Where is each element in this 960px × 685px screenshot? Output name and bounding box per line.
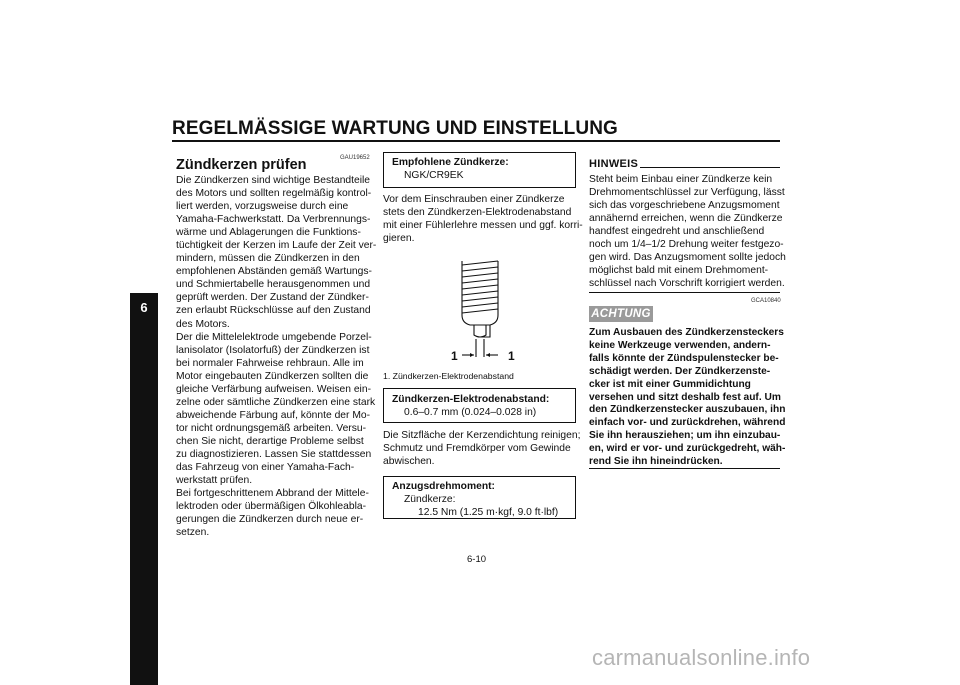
note-rule xyxy=(640,167,780,168)
figure-label-right: 1 xyxy=(508,349,515,363)
warning-line: en, wird er vor- und zurückgedreht, wäh- xyxy=(589,443,786,455)
note-line: handfest eingedreht und anschließend xyxy=(589,226,765,238)
section-body-line: wärme und Ablagerungen die Funktions- xyxy=(176,227,361,239)
note-line: Steht beim Einbau einer Zündkerze kein xyxy=(589,174,773,185)
section-heading: Zündkerzen prüfen xyxy=(176,157,307,173)
section-body-line: Der die Mittelelektrode umgebende Porzel- xyxy=(176,331,372,343)
watermark: carmanualsonline.info xyxy=(592,645,811,670)
cleaning-line: abwischen. xyxy=(383,456,435,468)
warning-line: cker ist mit einer Gummidichtung xyxy=(589,378,751,390)
section-body-line: liert werden, vorzugsweise durch eine xyxy=(176,201,349,213)
section-body-line: chen Sie nicht, derartige Probleme selbst xyxy=(176,435,364,447)
recommended-plug-value: NGK/CR9EK xyxy=(404,170,464,181)
note-line: möglichst bald mit einem Drehmoment- xyxy=(589,265,769,277)
recommended-plug-title: Empfohlene Zündkerze: xyxy=(392,157,509,168)
section-code: GAU19652 xyxy=(340,155,370,161)
note-line: sich das vorgeschriebene Anzugsmoment xyxy=(589,200,780,212)
warning-line: Sie ihn herausziehen; um ihn einzubau- xyxy=(589,430,781,442)
figure-caption: 1. Zündkerzen-Elektrodenabstand xyxy=(383,371,514,381)
section-body-line: Motor eingebauten Zündkerzen sollten die xyxy=(176,370,369,382)
header-rule xyxy=(172,140,780,142)
section-body-line: des Motors und sollten regelmäßig kontrol- xyxy=(176,188,372,200)
page-number: 6-10 xyxy=(467,554,487,565)
section-body-line: lektroden oder übermäßigen Ölkohleabla- xyxy=(176,501,367,513)
section-body-line: und Schmiertabelle herausgenommen und xyxy=(176,279,371,291)
recommended-plug-box xyxy=(383,152,576,188)
section-body-line: bei normaler Fahrweise rehbraun. Alle im xyxy=(176,357,364,369)
section-body-line: Yamaha-Fachwerkstatt. Da Verbrennungs- xyxy=(176,214,371,226)
torque-box xyxy=(383,476,576,519)
section-body-line: das Fahrzeug von einer Yamaha-Fach- xyxy=(176,462,355,474)
gap-check-line: Vor dem Einschrauben einer Zündkerze xyxy=(383,194,565,205)
torque-value: 12.5 Nm (1.25 m·kgf, 9.0 ft·lbf) xyxy=(418,507,559,518)
section-body-line: abweichende Färbung auf, könnte der Mo- xyxy=(176,409,371,421)
cleaning-paragraph xyxy=(383,429,580,468)
torque-title: Anzugsdrehmoment: xyxy=(392,481,495,492)
warning-line: Zum Ausbauen des Zündkerzensteckers xyxy=(589,327,784,338)
section-body-line: tüchtigkeit der Kerzen im Laufe der Zeit ver- xyxy=(176,240,377,252)
electrode-gap-box xyxy=(383,388,576,423)
chapter-tab xyxy=(130,293,158,685)
section-body-line: setzen. xyxy=(176,527,210,539)
section-body-line: zelne oder sämtliche Zündkerzen eine stark xyxy=(176,396,376,408)
section-body-line: geprüft werden. Der Zustand der Zündker- xyxy=(176,292,369,304)
warning-line: rend Sie ihn hineindrücken. xyxy=(589,456,723,468)
note-label: HINWEIS xyxy=(589,158,639,170)
electrode-gap-value: 0.6–0.7 mm (0.024–0.028 in) xyxy=(404,407,537,418)
cleaning-line: Schmutz und Fremdkörper vom Gewinde xyxy=(383,443,571,455)
warning-badge: ACHTUNG xyxy=(589,306,653,322)
section-body-line: zu diagnostizieren. Lassen Sie stattdessen xyxy=(176,448,372,460)
section-body-line: zen erlaubt Rückschlüsse auf den Zustand xyxy=(176,305,371,317)
warning-line: versehen und sitzt deshalb fest auf. Um xyxy=(589,391,781,403)
warning-end-rule xyxy=(589,468,780,469)
section-body-line: des Motors. xyxy=(176,318,230,330)
section-body-line: lanisolator (Isolatorfuß) der Zündkerzen ist xyxy=(176,344,370,356)
warning-body xyxy=(589,327,785,469)
note-line: noch um 1/4–1/2 Drehung weiter festgezo- xyxy=(589,239,784,251)
note-line: schlüssel nach Vorschrift korrigiert werden. xyxy=(589,278,785,290)
gap-check-line: mit einer Fühlerlehre messen und ggf. korri- xyxy=(383,220,583,232)
page-title: REGELMÄSSIGE WARTUNG UND EINSTELLUNG xyxy=(172,118,618,139)
spark-plug-figure xyxy=(440,253,520,363)
gap-check-line: stets den Zündkerzen-Elektrodenabstand xyxy=(383,207,572,219)
warning-code: GCA10840 xyxy=(751,298,781,304)
spark-plug-illustration xyxy=(440,253,520,358)
warning-line: falls könnte der Zündspulenstecker be- xyxy=(589,352,779,364)
note-body xyxy=(589,173,786,290)
cleaning-line: Die Sitzfläche der Kerzendichtung reinigen; xyxy=(383,430,581,441)
section-body-line: tor nicht ordnungsgemäß arbeiten. Versu- xyxy=(176,422,367,434)
chapter-number: 6 xyxy=(140,300,148,315)
warning-line: den Zündkerzenstecker auszubauen, ihn xyxy=(589,404,786,416)
note-end-rule xyxy=(589,292,780,293)
note-line: annähernd erreichen, wenn die Zündkerze xyxy=(589,213,783,225)
figure-label-left: 1 xyxy=(451,349,458,363)
section-body-line: werkstatt prüfen. xyxy=(176,475,253,487)
section-body-line: Die Zündkerzen sind wichtige Bestandteile xyxy=(176,175,371,186)
gap-check-line: gieren. xyxy=(383,233,415,245)
torque-sub: Zündkerze: xyxy=(404,494,456,505)
warning-line: schädigt werden. Der Zündkerzenste- xyxy=(589,365,771,377)
section-body-line: mindern, müssen die Zündkerzen in den xyxy=(176,253,360,265)
gap-check-paragraph xyxy=(383,193,583,245)
warning-line: einfach vor- und zurückdrehen, während xyxy=(589,417,786,429)
section-body-line: empfohlenen Abständen gemäß Wartungs- xyxy=(176,266,372,278)
section-body xyxy=(176,174,376,539)
section-body-line: gerungen die Zündkerzen durch neue er- xyxy=(176,514,364,526)
note-line: Drehmomentschlüssel zur Verfügung, lässt xyxy=(589,187,785,199)
section-body-line: gleiche Verfärbung aufweisen. Weisen ein- xyxy=(176,383,371,395)
note-line: gen wird. Das Anzugsmoment sollte jedoch xyxy=(589,252,786,264)
warning-line: keine Werkzeuge verwenden, andern- xyxy=(589,339,771,351)
section-body-line: Bei fortgeschrittenem Abbrand der Mittele- xyxy=(176,488,369,500)
electrode-gap-title: Zündkerzen-Elektrodenabstand: xyxy=(392,394,550,405)
